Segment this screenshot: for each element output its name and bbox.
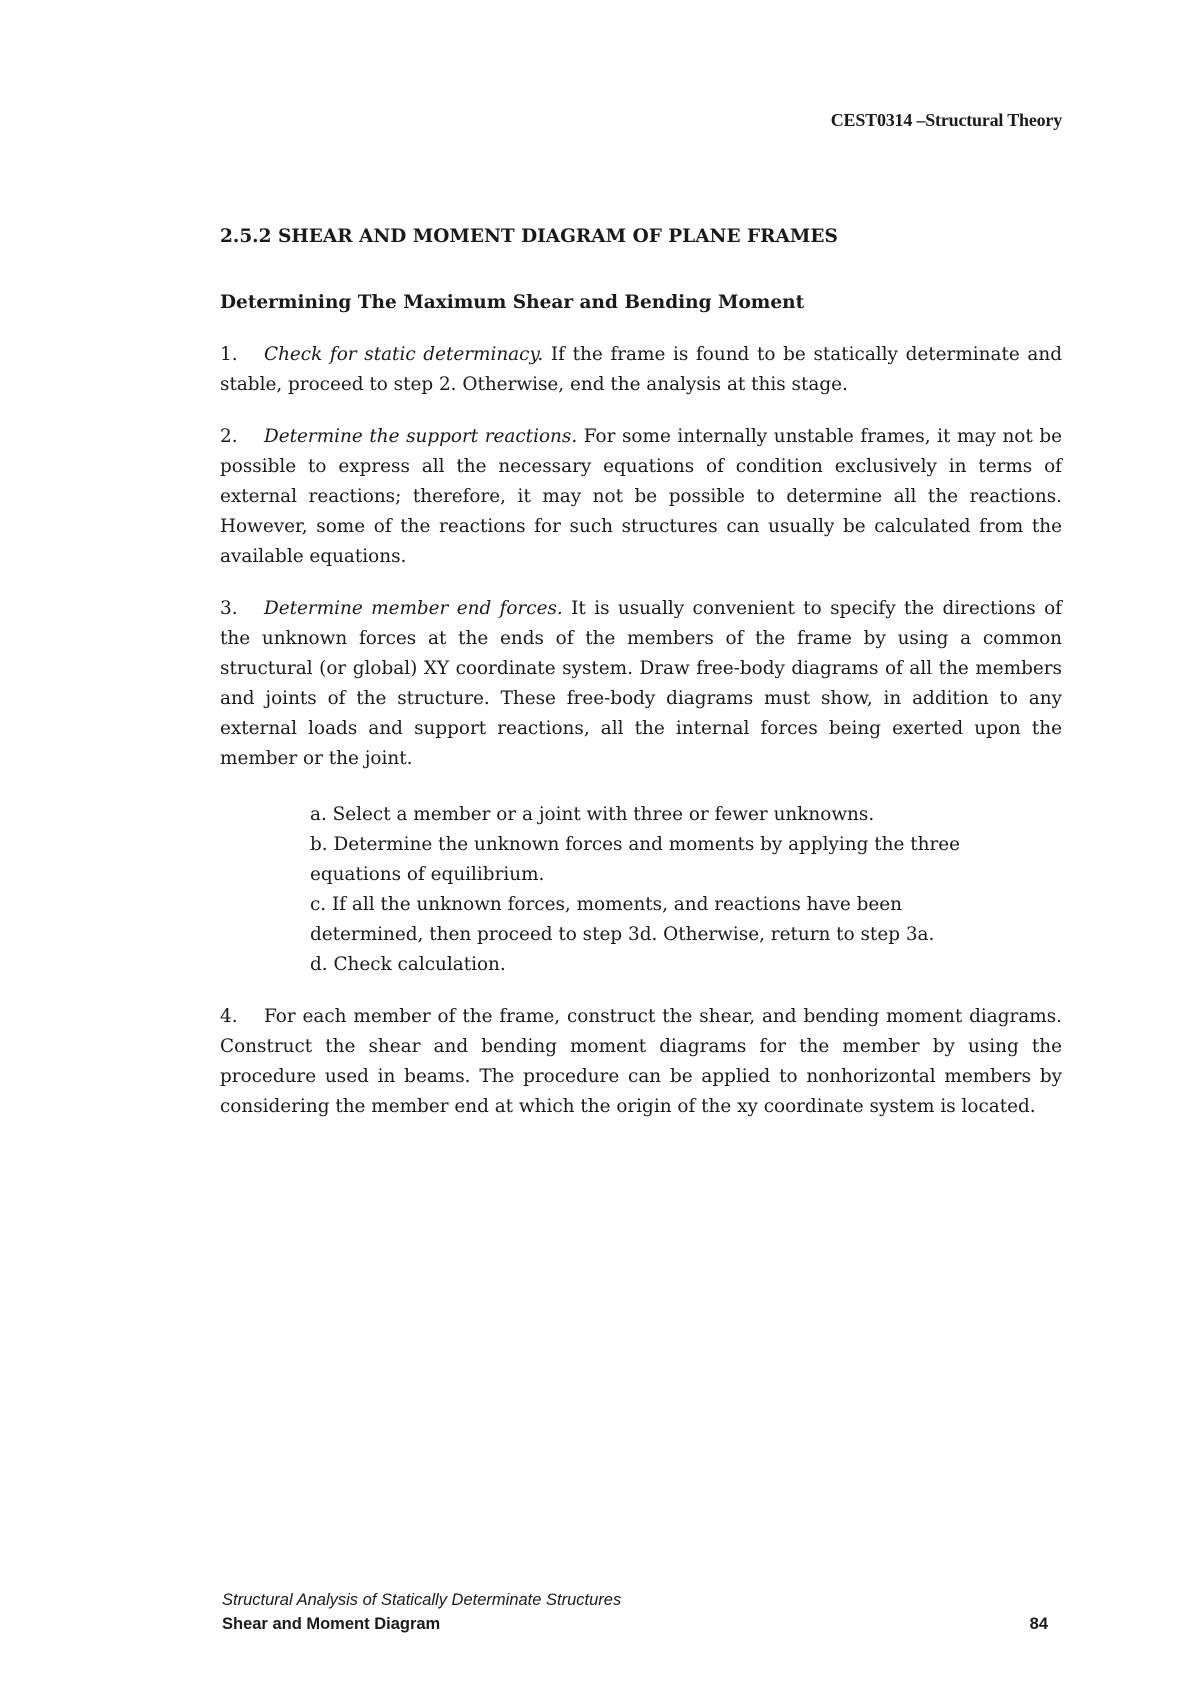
substep-list	[310, 800, 960, 980]
section-title: 2.5.2 SHEAR AND MOMENT DIAGRAM OF PLANE FRAMES	[220, 226, 838, 247]
substep-a: a. Select a member or a joint with three or fewer unknowns.	[310, 804, 875, 825]
step-number: 1.	[220, 344, 238, 365]
step-number: 4.	[220, 1006, 238, 1027]
step-2	[220, 422, 1062, 572]
running-header: CEST0314 –Structural Theory	[830, 110, 1062, 130]
page-footer	[222, 1588, 1048, 1636]
step-text: For some internally unstable frames, it may not be possible to express all the necessary equations of condition exclusively in terms of external reactions; therefore, it may not be possible to determine all the reactions. However, some of the reactions for such structures can usually be calculated from the available equations.	[220, 426, 1063, 567]
step-number: 2.	[220, 426, 238, 447]
substep-b: b. Determine the unknown forces and moments by applying the three equations of equilibrium.	[310, 834, 961, 885]
step-lead: Check for static determinacy.	[264, 344, 544, 365]
page-number: 84	[1029, 1615, 1048, 1633]
step-1	[220, 340, 1062, 400]
footer-series-title: Structural Analysis of Statically Determinate Structures	[222, 1591, 622, 1609]
step-lead: Determine the support reactions.	[264, 426, 578, 447]
step-4	[220, 1002, 1062, 1122]
step-3	[220, 594, 1062, 774]
step-text: For each member of the frame, construct the shear, and bending moment diagrams. Construct the shear and bending moment diagrams for the member by using the procedure used in beams. The procedure can be applied to nonhorizontal members by considering the member end at which the origin of the xy coordinate system is located.	[220, 1006, 1062, 1117]
substep-d: d. Check calculation.	[310, 954, 506, 975]
footer-chapter-title: Shear and Moment Diagram	[222, 1615, 441, 1633]
section-subtitle: Determining The Maximum Shear and Bending Moment	[220, 292, 805, 313]
step-lead: Determine member end forces.	[264, 598, 563, 619]
footer-row	[222, 1612, 1048, 1636]
step-text: It is usually convenient to specify the directions of the unknown forces at the ends of the members of the frame by using a common structural (or global) XY coordinate system. Draw free-body diagrams of all the members and joints of the structure. These free-body diagrams must show, in addition to any external loads and support reactions, all the internal forces being exerted upon the member or the joint.	[220, 598, 1062, 769]
step-text: If the frame is found to be statically determinate and stable, proceed to step 2. Otherwise, end the analysis at this stage.	[220, 344, 1062, 395]
page-body	[220, 222, 1062, 1122]
step-number: 3.	[220, 598, 238, 619]
substep-c: c. If all the unknown forces, moments, and reactions have been determined, then proceed to step 3d. Otherwise, return to step 3a.	[310, 894, 935, 945]
